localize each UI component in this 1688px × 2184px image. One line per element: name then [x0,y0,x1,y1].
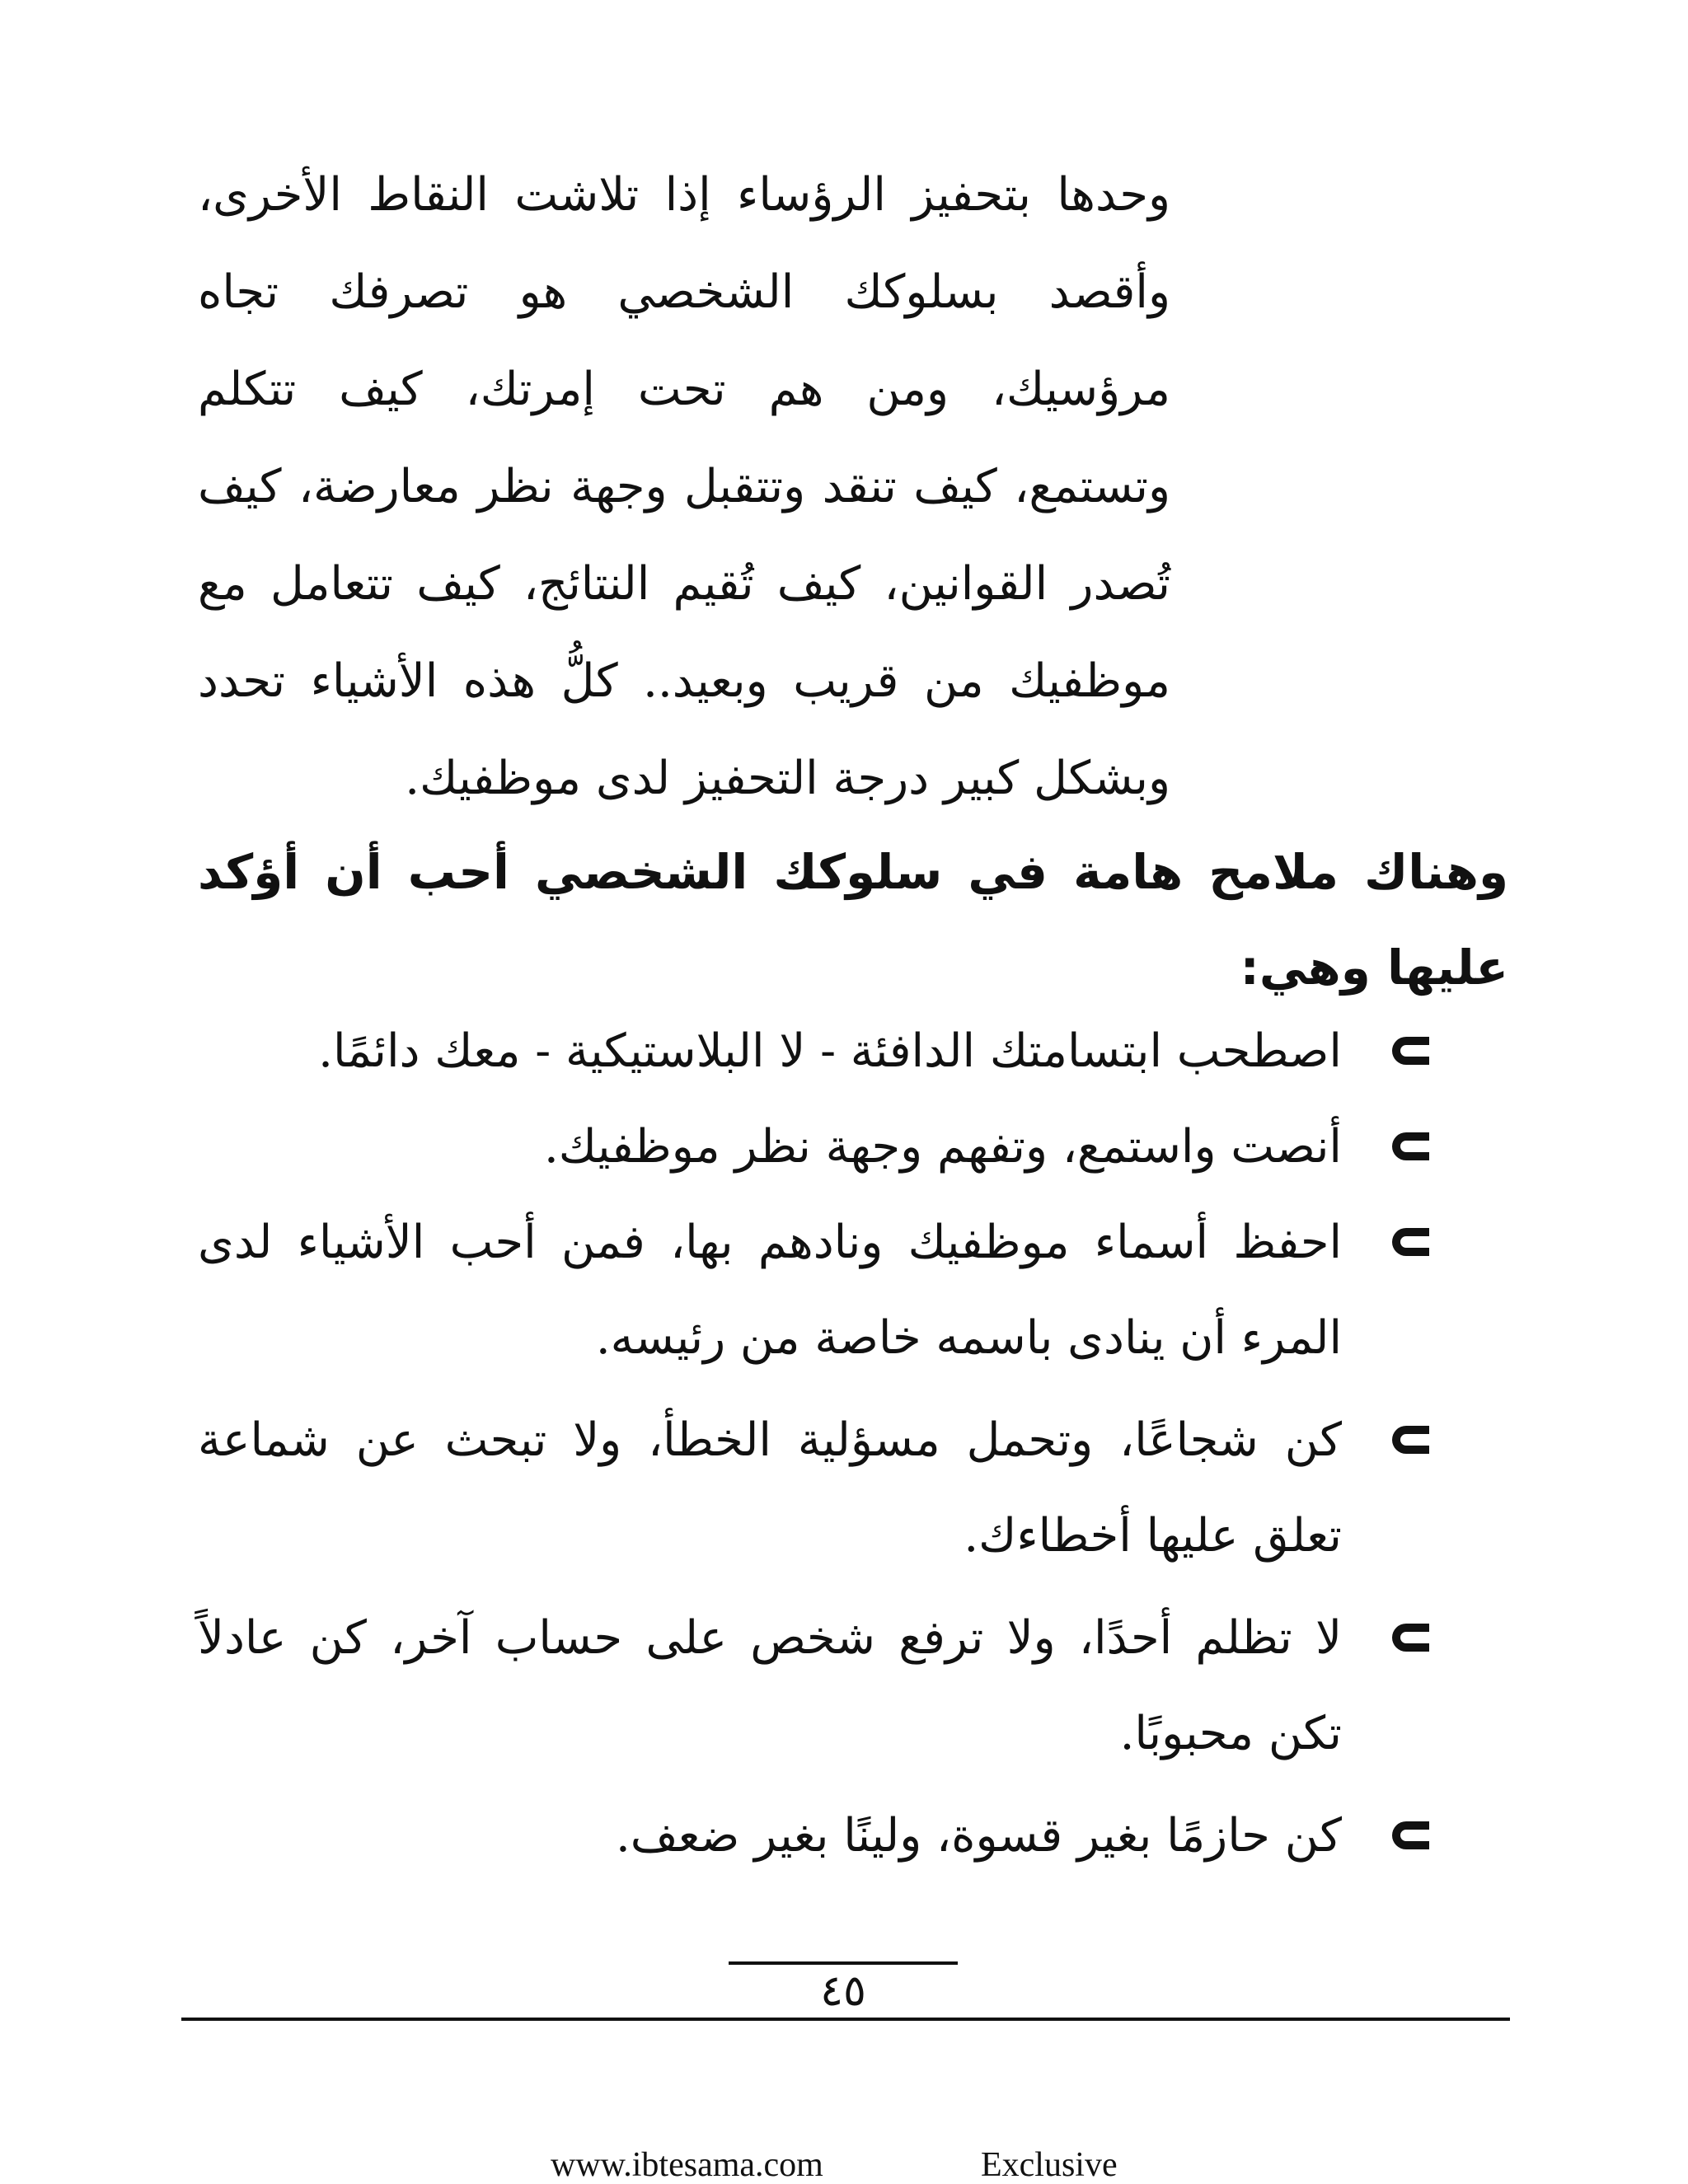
arrow-bullet-icon [1388,1421,1434,1459]
arrow-bullet-icon [1388,1816,1434,1854]
bullet-list [198,1004,1434,1884]
footer-url: www.ibtesama.com [551,2146,823,2184]
arrow-bullet-icon [1388,1619,1434,1657]
bullet-text: أنصت واستمع، وتفهم وجهة نظر موظفيك. [543,1120,1342,1174]
list-item [198,1393,1434,1584]
arrow-bullet-icon [1388,1223,1434,1261]
page-number: ٤٥ [820,1966,866,2016]
list-item [198,1004,1434,1099]
page-number-rule [729,1961,958,1965]
section-heading: وهناك ملامح هامة في سلوكك الشخصي أحب أن أؤكد عليها وهي: [198,844,1508,996]
bullet-text: اصطحب ابتسامتك الدافئة - لا البلاستيكية - معك دائمًا. [318,1024,1342,1078]
footer-tag: Exclusive [981,2146,1118,2184]
bullet-text: احفظ أسماء موظفيك ونادهم بها، فمن أحب الأشياء لدى المرء أن ينادى باسمه خاصة من رئيسه. [198,1216,1342,1365]
arrow-bullet-icon [1388,1032,1434,1070]
bullet-text: لا تظلم أحدًا، ولا ترفع شخص على حساب آخر، كن عادلاً تكن محبوبًا. [198,1611,1342,1760]
list-item [198,1195,1434,1386]
footer-divider [181,2018,1510,2021]
list-item [198,1788,1434,1884]
list-item [198,1591,1434,1782]
intro-paragraph: وحدها بتحفيز الرؤساء إذا تلاشت النقاط الأخرى، وأقصد بسلوكك الشخصي هو تصرفك تجاه مرؤسيك، ومن هم تحت إمرتك، كيف تتكلم وتستمع، كيف تنقد وتتقبل وجهة نظر معارضة، كيف تُصدر القوانين، كيف تُقيم النتائج، كيف تتعامل مع موظفيك من قريب وبعيد.. كلُّ هذه الأشياء تحدد وبشكل كبير درجة التحفيز لدى موظفيك. [198,168,1170,805]
bullet-text: كن حازمًا بغير قسوة، ولينًا بغير ضعف. [615,1809,1342,1863]
arrow-bullet-icon [1388,1127,1434,1165]
bullet-text: كن شجاعًا، وتحمل مسؤلية الخطأ، ولا تبحث عن شماعة تعلق عليها أخطاءك. [198,1413,1342,1563]
list-item [198,1099,1434,1195]
